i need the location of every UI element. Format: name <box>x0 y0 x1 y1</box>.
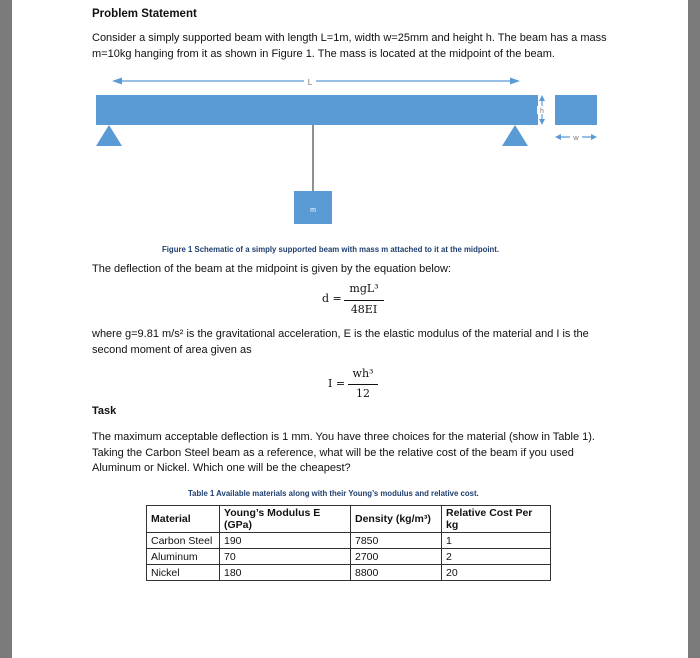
cell-cost: 20 <box>442 565 551 581</box>
table-row <box>147 565 551 581</box>
table-row <box>147 549 551 565</box>
where-paragraph <box>92 327 682 358</box>
intro-line-1: Consider a simply supported beam with length L=1m, width w=25mm and height h. The beam has a mass <box>92 32 607 44</box>
header-material: Material <box>147 506 220 533</box>
document-page <box>12 0 688 658</box>
task-line-3: Aluminum or Nickel. Which one will be the cheapest? <box>92 462 351 474</box>
header-density: Density (kg/m³) <box>351 506 442 533</box>
cell-cost: 2 <box>442 549 551 565</box>
beam-figure <box>12 0 688 230</box>
table-row <box>147 533 551 549</box>
task-heading: Task <box>92 405 117 417</box>
cell-modulus: 70 <box>220 549 351 565</box>
cell-modulus: 180 <box>220 565 351 581</box>
task-line-2: Taking the Carbon Steel beam as a reference, what will be the relative cost of the beam if you used <box>92 446 574 459</box>
deflection-equation-bar <box>344 300 384 301</box>
beam-cross-section <box>555 95 597 125</box>
figure-caption: Figure 1 Schematic of a simply supported beam with mass m attached to it at the midpoint. <box>162 245 500 254</box>
cell-density: 2700 <box>351 549 442 565</box>
header-youngs-modulus: Young’s Modulus E (GPa) <box>220 506 351 533</box>
heading: Problem Statement <box>92 8 197 20</box>
width-arrow-right-head <box>591 134 597 140</box>
table-header-row <box>147 506 551 533</box>
height-arrow-top-head <box>539 95 545 101</box>
deflection-equation-lhs: d = <box>322 292 342 305</box>
width-label: w <box>573 133 579 142</box>
height-label: h <box>540 108 544 115</box>
deflection-equation-numerator: mgL³ <box>349 282 379 295</box>
header-relative-cost: Relative Cost Per kg <box>442 506 551 533</box>
task-paragraph <box>92 430 682 477</box>
height-arrow-bottom-head <box>539 119 545 125</box>
task-line-1: The maximum acceptable deflection is 1 mm. You have three choices for the material (show in Table 1). <box>92 431 595 443</box>
width-arrow-left-head <box>555 134 561 140</box>
deflection-equation-denominator: 48EI <box>350 303 378 316</box>
length-arrow-right-head <box>510 78 520 85</box>
mass-label: m <box>310 207 316 214</box>
cell-density: 7850 <box>351 533 442 549</box>
cell-cost: 1 <box>442 533 551 549</box>
intro-line-2: m=10kg hanging from it as shown in Figure 1. The mass is located at the midpoint of the beam. <box>92 47 555 60</box>
table-caption: Table 1 Available materials along with their Young’s modulus and relative cost. <box>188 489 479 498</box>
cell-material: Carbon Steel <box>147 533 220 549</box>
length-arrow-left-head <box>112 78 122 85</box>
materials-table <box>146 505 551 581</box>
where-line-2: second moment of area given as <box>92 343 252 356</box>
beam <box>96 95 538 125</box>
cell-material: Aluminum <box>147 549 220 565</box>
cell-density: 8800 <box>351 565 442 581</box>
left-support <box>96 125 122 146</box>
cell-material: Nickel <box>147 565 220 581</box>
moment-equation-bar <box>348 384 378 385</box>
moment-equation-lhs: I = <box>328 377 346 390</box>
length-label: L <box>307 78 313 87</box>
where-line-1: where g=9.81 m/s² is the gravitational acceleration, E is the elastic modulus of the material and I is the <box>92 328 589 340</box>
cell-modulus: 190 <box>220 533 351 549</box>
moment-equation-numerator: wh³ <box>352 367 374 380</box>
deflection-text: The deflection of the beam at the midpoint is given by the equation below: <box>92 263 451 275</box>
moment-equation-denominator: 12 <box>356 387 370 400</box>
right-support <box>502 125 528 146</box>
